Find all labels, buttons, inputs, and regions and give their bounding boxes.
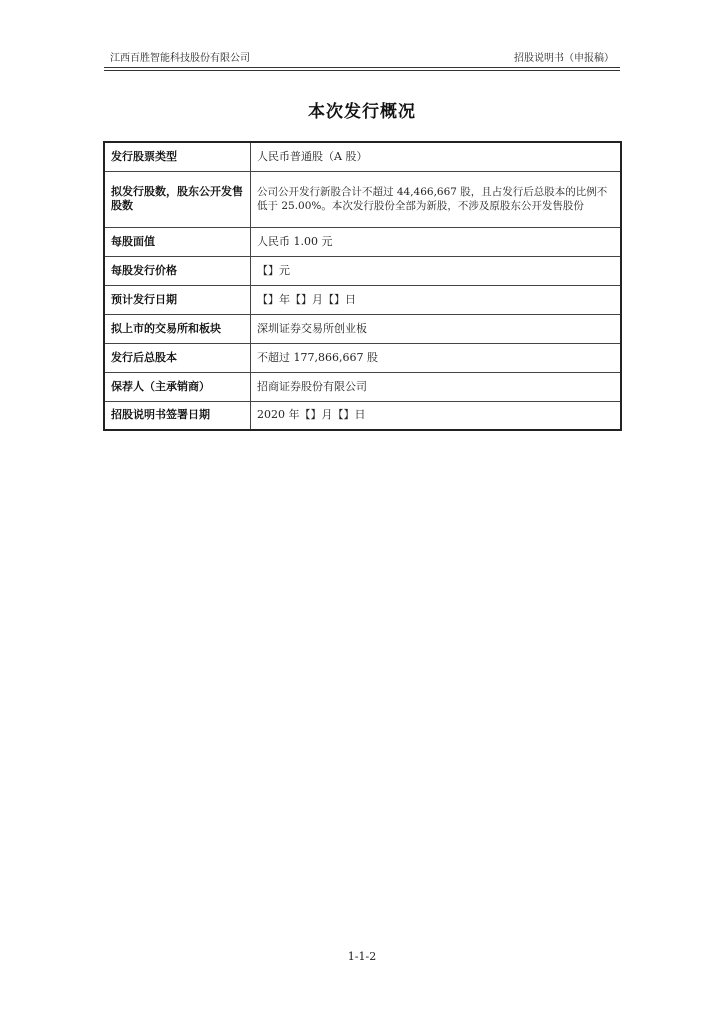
header-rule xyxy=(104,67,620,68)
page-header xyxy=(104,52,620,66)
table-row xyxy=(104,401,621,430)
row-label: 招股说明书签署日期 xyxy=(104,401,251,430)
table-row xyxy=(104,227,621,256)
row-label: 每股发行价格 xyxy=(104,256,251,285)
page-number: 1-1-2 xyxy=(347,950,377,963)
issuance-overview-table xyxy=(103,141,622,431)
row-value: 招商证券股份有限公司 xyxy=(251,372,622,401)
header-rule-thin xyxy=(104,70,620,71)
row-value: 人民币 1.00 元 xyxy=(251,227,622,256)
table-row xyxy=(104,343,621,372)
table-row xyxy=(104,256,621,285)
row-label: 发行股票类型 xyxy=(104,142,251,171)
row-value: 人民币普通股（A 股） xyxy=(251,142,622,171)
row-value: 【】元 xyxy=(251,256,622,285)
row-label: 发行后总股本 xyxy=(104,343,251,372)
page-title: 本次发行概况 xyxy=(308,102,416,122)
row-label: 拟发行股数，股东公开发售股数 xyxy=(104,171,251,227)
header-company-name: 江西百胜智能科技股份有限公司 xyxy=(110,53,250,64)
row-label: 预计发行日期 xyxy=(104,285,251,314)
row-value: 深圳证券交易所创业板 xyxy=(251,314,622,343)
table-row xyxy=(104,142,621,171)
row-value: 公司公开发行新股合计不超过 44,466,667 股，且占发行后总股本的比例不低于 25.00%。本次发行股份全部为新股，不涉及原股东公开发售股份 xyxy=(251,171,622,227)
table-row xyxy=(104,314,621,343)
row-label: 每股面值 xyxy=(104,227,251,256)
table-row xyxy=(104,372,621,401)
row-value: 【】年【】月【】日 xyxy=(251,285,622,314)
header-document-type: 招股说明书（申报稿） xyxy=(514,53,614,64)
row-label: 保荐人（主承销商） xyxy=(104,372,251,401)
table-row xyxy=(104,285,621,314)
row-value: 2020 年【】月【】日 xyxy=(251,401,622,430)
row-value: 不超过 177,866,667 股 xyxy=(251,343,622,372)
row-label: 拟上市的交易所和板块 xyxy=(104,314,251,343)
table-row xyxy=(104,171,621,227)
